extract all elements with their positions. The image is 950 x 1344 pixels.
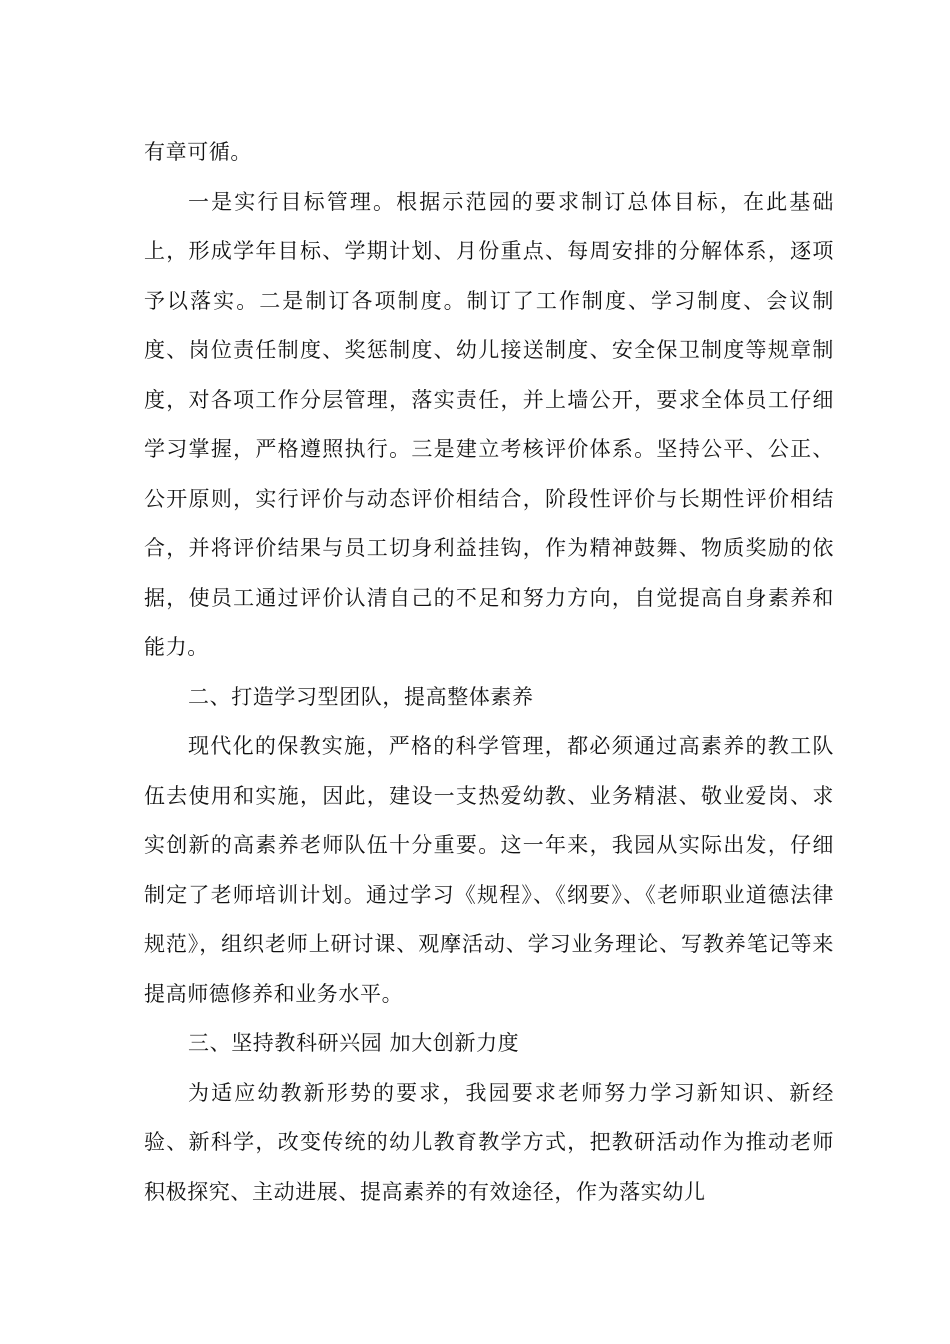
document-body bbox=[144, 128, 834, 1217]
paragraph-research-activities: 为适应幼教新形势的要求，我园要求老师努力学习新知识、新经验、新科学，改变传统的幼儿教育教学方式，把教研活动作为推动老师积极探究、主动进展、提高素养的有效途径，作为落实幼儿 bbox=[144, 1080, 834, 1204]
paragraph-continuation: 有章可循。 bbox=[144, 140, 252, 164]
section-heading-research: 三、坚持教科研兴园 加大创新力度 bbox=[188, 1031, 520, 1055]
section-heading-learning-team: 二、打造学习型团队，提高整体素养 bbox=[188, 684, 534, 709]
paragraph-target-management: 一是实行目标管理。根据示范园的要求制订总体目标，在此基础上，形成学年目标、学期计划、月份重点、每周安排的分解体系，逐项予以落实。二是制订各项制度。制订了工作制度、学习制度、会议制度、岗位责任制度、奖惩制度、幼儿接送制度、安全保卫制度等规章制度，对各项工作分层管理，落实责任，并上墙公开，要求全体员工仔细学习掌握，严格遵照执行。三是建立考核评价体系。坚持公平、公正、公开原则，实行评价与动态评价相结合，阶段性评价与长期性评价相结合，并将评价结果与员工切身利益挂钩，作为精神鼓舞、物质奖励的依据，使员工通过评价认清自己的不足和努力方向，自觉提高自身素养和能力。 bbox=[144, 189, 834, 659]
paragraph-teacher-training: 现代化的保教实施，严格的科学管理，都必须通过高素养的教工队伍去使用和实施，因此，建设一支热爱幼教、业务精湛、敬业爱岗、求实创新的高素养老师队伍十分重要。这一年来，我园从实际出发，仔细制定了老师培训计划。通过学习《规程》、《纲要》、《老师职业道德法律规范》，组织老师上研讨课、观摩活动、学习业务理论、写教养笔记等来提高师德修养和业务水平。 bbox=[144, 734, 834, 1006]
